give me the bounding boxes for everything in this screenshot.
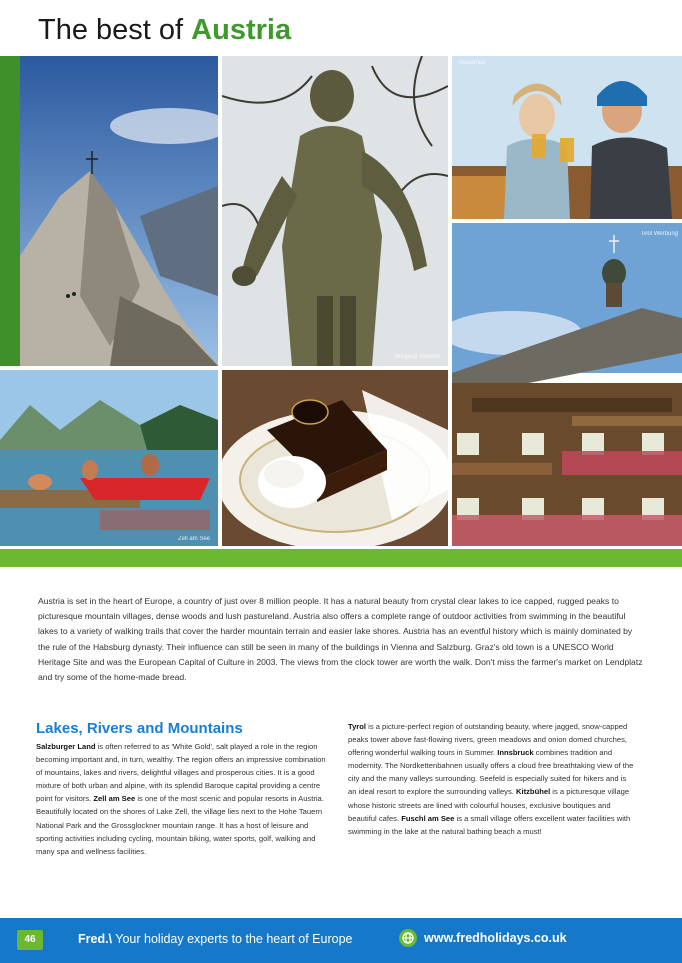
website-link[interactable]: www.fredholidays.co.uk bbox=[424, 931, 567, 945]
footer-tagline-text: Your holiday experts to the heart of Europe bbox=[112, 932, 353, 946]
footer-tagline bbox=[78, 932, 353, 946]
page-number: 46 bbox=[17, 930, 43, 950]
mountain-summit-photo bbox=[20, 56, 218, 366]
salzburger-land-bold: Salzburger Land bbox=[36, 742, 96, 751]
cake-photo bbox=[222, 370, 448, 546]
green-divider-band bbox=[0, 549, 682, 567]
toasting-photo-credit: Tourismus bbox=[458, 60, 486, 66]
side-accent-bar bbox=[0, 56, 20, 366]
statue-photo bbox=[222, 56, 448, 366]
innsbruck-bold: Innsbruck bbox=[497, 748, 534, 758]
fuschl-am-see-bold: Fuschl am See bbox=[401, 813, 455, 823]
title-accent: Austria bbox=[191, 14, 292, 46]
right-column-text bbox=[348, 720, 634, 838]
statue-photo-credit: Bregenz Tourism bbox=[395, 354, 440, 360]
zell-am-see-text: is one of the most scenic and popular resorts in Austria. Beautifully located on the shores of Lake Zell, the village lies next to the Hohe Tauern National Park and the Grossglockner mountain range. It has a host of leisure and sporting activities including cycling, mountain biking, water sports, golf, walking and many spa and wellness facilities. bbox=[36, 794, 324, 856]
kitzbuhel-bold: Kitzbühel bbox=[516, 787, 551, 797]
left-column-text bbox=[36, 740, 326, 858]
lake-canoe-photo bbox=[0, 370, 218, 546]
section-heading: Lakes, Rivers and Mountains bbox=[36, 720, 243, 737]
title-prefix: The best of bbox=[38, 14, 192, 46]
zell-am-see-bold: Zell am See bbox=[93, 794, 136, 804]
people-toasting-photo bbox=[452, 56, 682, 219]
globe-icon bbox=[399, 929, 417, 947]
intro-paragraph: Austria is set in the heart of Europe, a country of just over 8 million people. It has a natural beauty from crystal clear lakes to ice capped, rugged peaks to picturesque mountain villages, dense woods and lush pastureland. Austria also offers a complete range of outdoor activities from swimming in the beautiful lakes to a variety of walking trails that cover the harder mountain terrain and easier lake shores. Austria has an eventful history which is mainly dominated by the rule of the Habsburg dynasty. Their influence can still be seen in many of the buildings in Vienna and Salzburg. Graz's old town is a UNESCO World Heritage Site and was the European Capital of Culture in 2003. The views from the clock tower are worth the walk. Don't miss the farmer's market on Lendplatz and try some of the home-made bread. bbox=[38, 596, 643, 683]
tyrol-text: is a picture-perfect region of outstanding beauty, where jagged, snow-capped peaks tower above fast-flowing rivers, green meadows and onion domed churches, offering wonderful walking tours in Summer. bbox=[348, 722, 628, 758]
lake-photo-credit: Zell am See bbox=[177, 536, 210, 542]
kitzbuhel-text: is a picturesque village whose historic streets are lined with colourful houses, exclusive boutiques and beautiful cafes. bbox=[348, 787, 630, 823]
innsbruck-text: combines tradition and modernity. The Nordkettenbahnen usually offers a cloud free breathtaking view of the city and the many valleys surrounding. Seefeld is especially suited for hikers and is an ideal resort to explore the surrounding valleys. bbox=[348, 748, 634, 797]
salzburger-land-text: is often referred to as 'White Gold', salt played a role in the region becoming important and, in turn, wealthy. The region offers an impressive combination of mountains, lakes and rivers, delightful villages and prosperous cities. It is a good mixture of both urban and alpine, with its splendid Baroque capital providing a centre point for visitors. bbox=[36, 742, 326, 804]
page-title bbox=[38, 14, 291, 47]
fuschl-am-see-text: is a small village offers excellent water facilities with swimming in the lake at the natural bathing beach a must! bbox=[348, 813, 631, 836]
chalet-photo-credit: Tirol Werbung bbox=[640, 231, 678, 237]
chalet-photo bbox=[452, 223, 682, 546]
tyrol-bold: Tyrol bbox=[348, 722, 367, 731]
footer-brand: Fred.\ bbox=[78, 932, 113, 946]
